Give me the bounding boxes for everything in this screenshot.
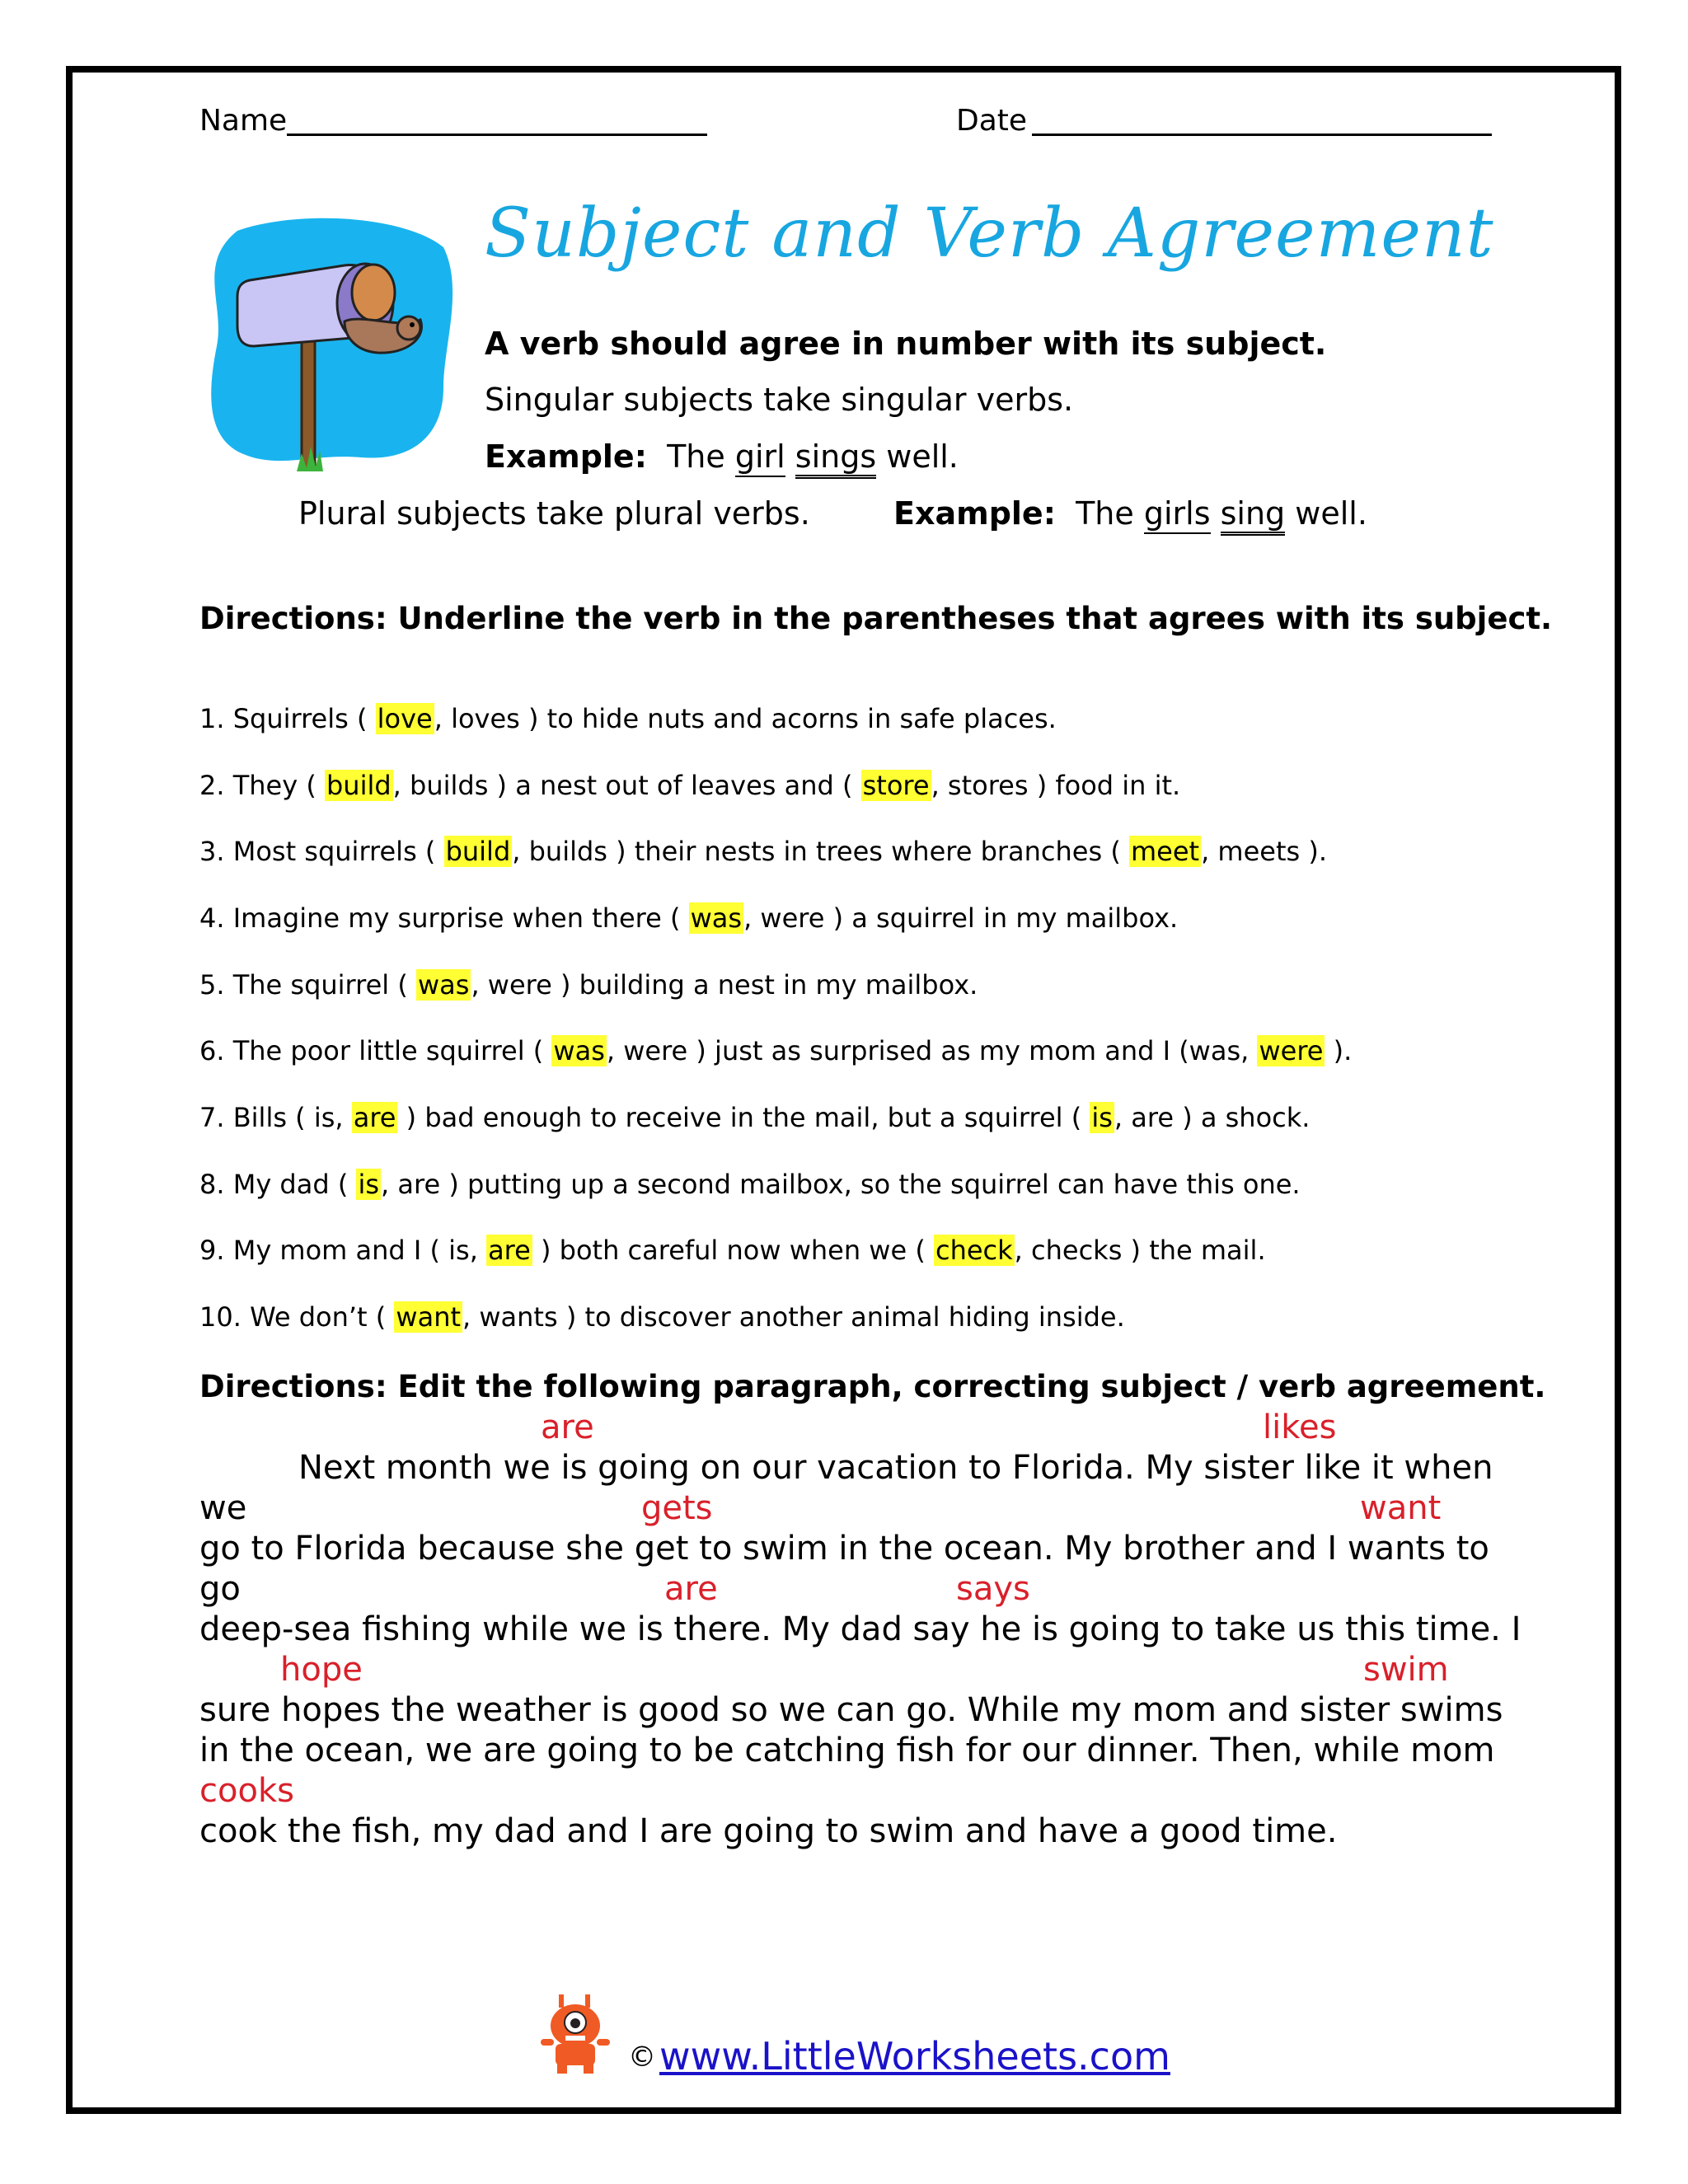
monster-logo-icon: [536, 1993, 615, 2075]
highlighted-verb: was: [418, 969, 470, 1001]
plural-rule: Plural subjects take plural verbs.: [298, 495, 810, 532]
highlighted-verb: is: [358, 1169, 380, 1200]
highlighted-verb: was: [690, 902, 743, 934]
website-link[interactable]: www.LittleWorksheets.com: [659, 2034, 1170, 2079]
page-title: Subject and Verb Agreement: [485, 194, 1494, 273]
list-item: 10. We don’t ( want, wants ) to discover another animal hiding inside.: [199, 1301, 1125, 1333]
highlighted-verb: were: [1259, 1035, 1324, 1066]
singular-example: Example: The girl sings well.: [485, 438, 959, 475]
date-field-line[interactable]: [1032, 134, 1492, 136]
highlighted-verb: are: [488, 1235, 531, 1266]
list-item: 7. Bills ( is, are ) bad enough to receive in the mail, but a squirrel ( is, are ) a shock.: [199, 1102, 1311, 1133]
example-verb: sings: [795, 438, 876, 479]
highlighted-verb: build: [445, 836, 511, 867]
paragraph-line: go: [199, 1570, 241, 1608]
correction-word: want: [1360, 1489, 1442, 1527]
highlighted-verb: want: [396, 1301, 462, 1333]
list-item: 1. Squirrels ( love, loves ) to hide nuts and acorns in safe places.: [199, 703, 1057, 734]
highlighted-verb: store: [862, 770, 930, 801]
highlighted-verb: build: [326, 770, 392, 801]
paragraph-line: deep-sea fishing while we is there. My dad say he is going to take us this time. I: [199, 1610, 1522, 1648]
list-item: 9. My mom and I ( is, are ) both careful now when we ( check, checks ) the mail.: [199, 1235, 1266, 1266]
paragraph-line: we: [199, 1489, 247, 1527]
list-item: 4. Imagine my surprise when there ( was, were ) a squirrel in my mailbox.: [199, 902, 1179, 934]
correction-word: says: [956, 1570, 1030, 1608]
paragraph-line: sure hopes the weather is good so we can go. While my mom and sister swims: [199, 1691, 1503, 1729]
example-verb: sing: [1221, 495, 1286, 536]
highlighted-verb: is: [1091, 1102, 1113, 1133]
copyright-symbol: ©: [628, 2041, 656, 2074]
example-label: Example:: [485, 438, 647, 475]
correction-word: are: [541, 1408, 594, 1446]
correction-word: are: [664, 1570, 718, 1608]
date-label: Date: [956, 104, 1028, 138]
list-item: 3. Most squirrels ( build, builds ) their nests in trees where branches ( meet, meets ).: [199, 836, 1328, 867]
directions-edit: Directions: Edit the following paragraph, correcting subject / verb agreement.: [199, 1369, 1546, 1404]
plural-example: Example: The girls sing well.: [893, 495, 1367, 532]
example-label: Example:: [893, 495, 1056, 532]
directions-underline: Directions: Underline the verb in the parentheses that agrees with its subject.: [199, 601, 1553, 636]
highlighted-verb: check: [935, 1235, 1013, 1266]
correction-word: hope: [280, 1651, 363, 1689]
correction-word: swim: [1363, 1651, 1449, 1689]
paragraph-line: cook the fish, my dad and I are going to swim and have a good time.: [199, 1812, 1338, 1850]
correction-word: likes: [1263, 1408, 1337, 1446]
name-label: Name: [199, 104, 288, 138]
example-subject: girl: [735, 438, 785, 477]
list-item: 2. They ( build, builds ) a nest out of leaves and ( store, stores ) food in it.: [199, 770, 1181, 801]
singular-rule: Singular subjects take singular verbs.: [485, 382, 1074, 418]
paragraph-line: go to Florida because she get to swim in the ocean. My brother and I wants to: [199, 1530, 1489, 1568]
list-item: 8. My dad ( is, are ) putting up a second mailbox, so the squirrel can have this one.: [199, 1169, 1301, 1200]
paragraph-line: in the ocean, we are going to be catching fish for our dinner. Then, while mom: [199, 1732, 1495, 1769]
correction-word: gets: [641, 1489, 713, 1527]
rule-statement: A verb should agree in number with its subject.: [485, 326, 1327, 362]
paragraph-line: Next month we is going on our vacation to Florida. My sister like it when: [298, 1449, 1493, 1487]
example-subject: girls: [1144, 495, 1211, 534]
correction-word: cooks: [199, 1772, 294, 1810]
highlighted-verb: was: [553, 1035, 605, 1066]
highlighted-verb: love: [377, 703, 433, 734]
squirrel-mailbox-illustration: [204, 214, 457, 486]
list-item: 5. The squirrel ( was, were ) building a nest in my mailbox.: [199, 969, 978, 1001]
list-item: 6. The poor little squirrel ( was, were ) just as surprised as my mom and I (was, were ).: [199, 1035, 1353, 1066]
highlighted-verb: are: [353, 1102, 396, 1133]
name-field-line[interactable]: [287, 134, 707, 136]
highlighted-verb: meet: [1130, 836, 1200, 867]
